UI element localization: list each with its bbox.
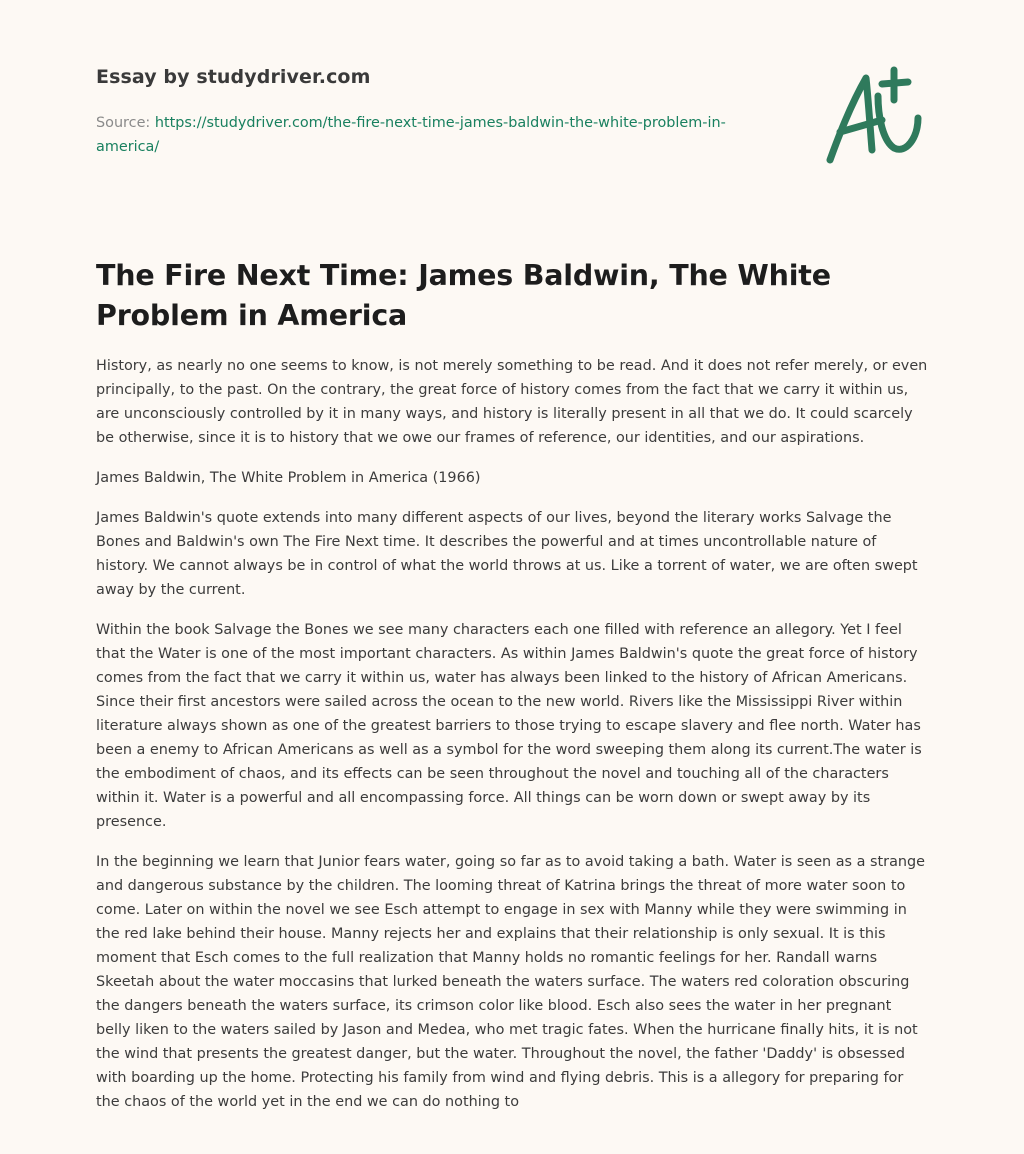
paragraph: Within the book Salvage the Bones we see many characters each one filled with reference an allegory. Yet I feel that the Water is one of the most important characters. As within James Baldwin's quote the great force of history comes from the fact that we carry it within us, water has always been linked to the history of African Americans. Since their first ancestors were sailed across the ocean to the new world. Rivers like the Mississippi River within literature always shown as one of the greatest barriers to those trying to escape slavery and flee north. Water has been a enemy to African Americans as well as a symbol for the word sweeping them along its current.The water is the embodiment of chaos, and its effects can be seen throughout the novel and touching all of the characters within it. Water is a powerful and all encompassing force. All things can be worn down or swept away by its presence.	[96, 622, 922, 830]
paragraph: James Baldwin's quote extends into many different aspects of our lives, beyond the literary works Salvage the Bones and Baldwin's own The Fire Next time. It describes the powerful and at times uncontrollable nature of history. We cannot always be in control of what the world throws at us. Like a torrent of water, we are often swept away by the current.	[96, 510, 918, 598]
essay-body	[96, 354, 930, 1130]
brand-name: Essay by studydriver.com	[96, 66, 371, 88]
paragraph: James Baldwin, The White Problem in America (1966)	[96, 470, 481, 486]
paragraph: In the beginning we learn that Junior fears water, going so far as to avoid taking a bath. Water is seen as a strange and dangerous substance by the children. The looming threat of Katrina brings the threat of more water soon to come. Later on within the novel we see Esch attempt to engage in sex with Manny while they were swimming in the red lake behind their house. Manny rejects her and explains that their relationship is only sexual. It is this moment that Esch comes to the full realization that Manny holds no romantic feelings for her. Randall warns Skeetah about the water moccasins that lurked beneath the waters surface. The waters red coloration obscuring the dangers beneath the waters surface, its crimson color like blood. Esch also sees the water in her pregnant belly liken to the waters sailed by Jason and Medea, who met tragic fates. When the hurricane finally hits, it is not the wind that presents the greatest danger, but the water. Throughout the novel, the father 'Daddy' is obsessed with boarding up the home. Protecting his family from wind and flying debris. This is a allegory for preparing for the chaos of the world yet in the end we can do nothing to	[96, 854, 926, 1110]
paragraph: History, as nearly no one seems to know, is not merely something to be read. And it does not refer merely, or even principally, to the past. On the contrary, the great force of history comes from the fact that we carry it within us, are unconsciously controlled by it in many ways, and history is literally present in all that we do. It could scarcely be otherwise, since it is to history that we owe our frames of reference, our identities, and our aspirations.	[96, 358, 928, 446]
source-line	[96, 111, 776, 159]
source-label: Source:	[96, 115, 151, 131]
source-link[interactable]: https://studydriver.com/the-fire-next-time-james-baldwin-the-white-problem-in-america/	[96, 115, 726, 155]
a-plus-logo-icon	[824, 66, 928, 166]
page-title: The Fire Next Time: James Baldwin, The White Problem in America	[96, 259, 831, 332]
